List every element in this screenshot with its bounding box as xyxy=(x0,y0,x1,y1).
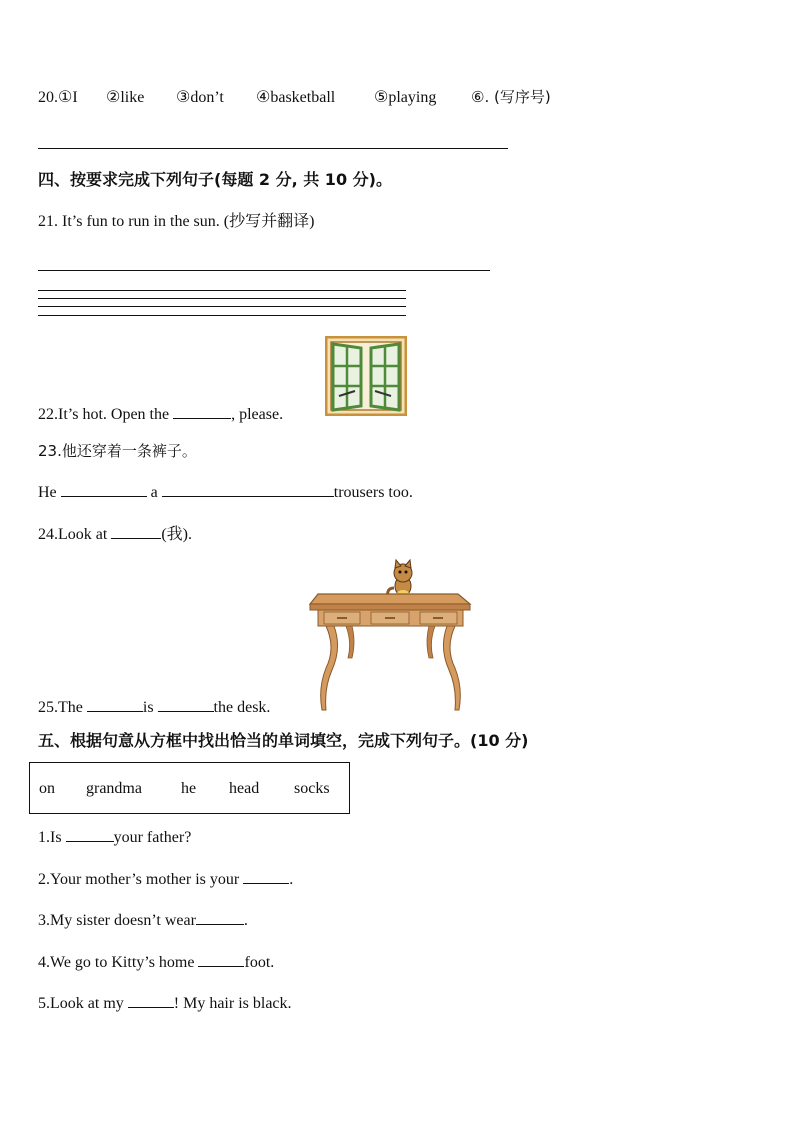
option-5: ⑤playing xyxy=(374,89,437,106)
answer-blank[interactable] xyxy=(66,827,114,842)
question-21: 21. It’s fun to run in the sun. (抄写并翻译) xyxy=(38,213,315,230)
question-25: 25.The is the desk. xyxy=(38,699,271,716)
word-bank-item: on xyxy=(39,780,55,797)
fill-question-5: 5.Look at my ! My hair is black. xyxy=(38,995,292,1012)
word-bank-item: head xyxy=(229,780,260,797)
cat-on-desk-image xyxy=(308,558,473,713)
option-3: ③don’t xyxy=(176,89,224,106)
writing-line-4[interactable] xyxy=(38,315,406,316)
cat-icon xyxy=(388,560,412,599)
writing-line-3[interactable] xyxy=(38,306,406,307)
writing-line-2[interactable] xyxy=(38,298,406,299)
word-bank-box xyxy=(29,762,350,814)
answer-blank[interactable] xyxy=(128,993,174,1008)
window-image xyxy=(325,336,407,416)
answer-blank[interactable] xyxy=(196,910,244,925)
answer-blank[interactable] xyxy=(198,952,244,967)
answer-blank[interactable] xyxy=(158,697,214,712)
option-1: ①I xyxy=(58,89,78,106)
word-bank-item: socks xyxy=(294,780,330,797)
fill-question-4: 4.We go to Kitty’s home foot. xyxy=(38,954,275,971)
section-5-heading: 五、根据句意从方框中找出恰当的单词填空，完成下列句子。(10 分) xyxy=(38,731,529,750)
answer-blank[interactable] xyxy=(162,482,334,497)
fill-question-1: 1.Is your father? xyxy=(38,829,192,846)
answer-blank[interactable] xyxy=(61,482,147,497)
question-20 xyxy=(38,87,551,108)
question-24: 24.Look at (我). xyxy=(38,526,192,543)
section-4-heading: 四、按要求完成下列句子(每题 2 分, 共 10 分)。 xyxy=(38,170,392,189)
answer-blank[interactable] xyxy=(243,869,289,884)
option-4: ④basketball xyxy=(256,89,336,106)
question-23: 23.他还穿着一条裤子。 xyxy=(38,442,197,460)
fill-question-2: 2.Your mother’s mother is your . xyxy=(38,871,294,888)
option-6: ⑥. (写序号) xyxy=(471,88,551,106)
answer-line[interactable] xyxy=(38,148,508,149)
word-bank-item: he xyxy=(181,780,197,797)
fill-question-3: 3.My sister doesn’t wear . xyxy=(38,912,248,929)
word-bank-item: grandma xyxy=(86,780,142,797)
writing-line-1[interactable] xyxy=(38,290,406,291)
option-2: ②like xyxy=(106,89,145,106)
question-22: 22.It’s hot. Open the , please. xyxy=(38,406,284,423)
question-number: 20. xyxy=(38,89,58,106)
answer-line[interactable] xyxy=(38,270,490,271)
question-23-sentence: He a trousers too. xyxy=(38,484,413,501)
answer-blank[interactable] xyxy=(87,697,143,712)
answer-blank[interactable] xyxy=(111,524,161,539)
answer-blank[interactable] xyxy=(173,404,231,419)
